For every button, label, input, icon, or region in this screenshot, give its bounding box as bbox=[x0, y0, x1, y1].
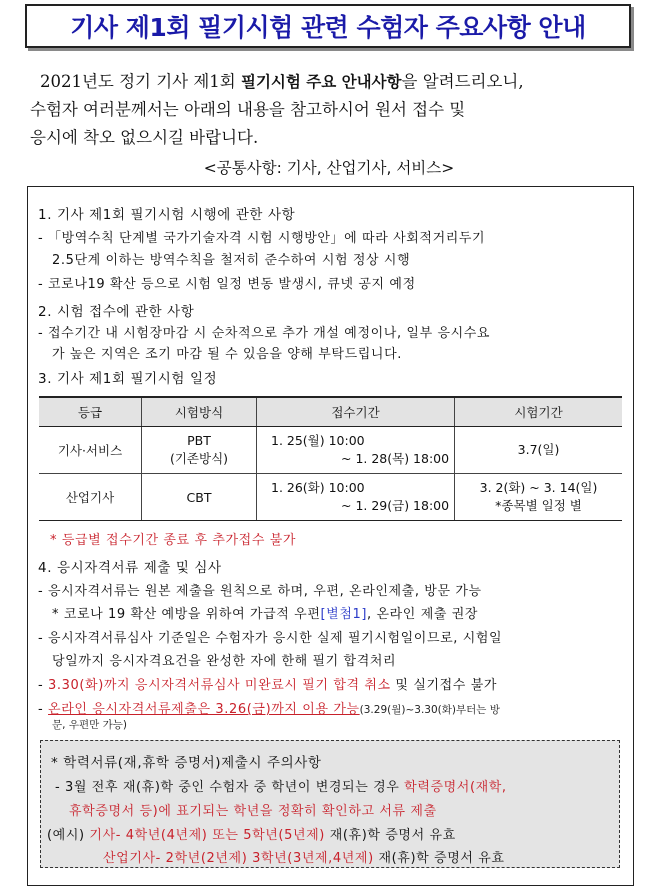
section4-heading: 4. 응시자격서류 제출 및 심사 bbox=[38, 560, 222, 576]
section3-heading: 3. 기사 제1회 필기시험 일정 bbox=[38, 371, 218, 387]
page-title-box bbox=[25, 4, 631, 48]
section1-heading: 1. 기사 제1회 필기시험 시행에 관한 사항 bbox=[38, 207, 296, 223]
section4-item4-cont: 문, 우편만 가능) bbox=[52, 719, 127, 731]
reception-start: 1. 25(월) 10:00 bbox=[271, 433, 365, 448]
section1-item1: - 「방역수칙 단계별 국가기술자격 시험 시행방안」에 따라 사회적거리두기 bbox=[38, 231, 486, 246]
late-registration-note: * 등급별 접수기간 종료 후 추가접수 불가 bbox=[50, 533, 297, 548]
example-text: 재(휴)학 증명서 유효 bbox=[373, 851, 505, 866]
intro-text: 을 알려드리오니, bbox=[401, 72, 524, 91]
education-example1 bbox=[47, 824, 456, 843]
cell-method: CBT bbox=[142, 474, 257, 521]
cell-grade: 산업기사 bbox=[39, 474, 142, 521]
section4-item4 bbox=[38, 698, 500, 717]
cell-method bbox=[142, 427, 257, 474]
reception-start: 1. 26(화) 10:00 bbox=[271, 480, 365, 495]
section2-item1-cont: 가 높은 지역은 조기 마감 될 수 있음을 양해 부탁드립니다. bbox=[52, 347, 402, 362]
method-subtext: (기존방식) bbox=[169, 451, 229, 466]
item-text: 및 실기접수 불가 bbox=[390, 678, 498, 693]
intro-paragraph bbox=[30, 68, 640, 152]
section4-item1-sub bbox=[52, 603, 478, 622]
education-note-line2: 휴학증명서 등)에 표기되는 학년을 정확히 확인하고 서류 제출 bbox=[69, 804, 437, 819]
cell-reception bbox=[257, 474, 455, 521]
note-red-text: 학력증명서(재학, bbox=[404, 780, 507, 795]
section1-item1-cont: 2.5단계 이하는 방역수칙을 철저히 준수하여 시험 정상 시행 bbox=[52, 253, 411, 268]
reception-end: ~ 1. 29(금) 18:00 bbox=[341, 498, 450, 513]
section4-item3 bbox=[38, 674, 497, 693]
exam-date: 3. 2(화) ~ 3. 14(일) bbox=[479, 480, 598, 495]
header-exam-period: 시험기간 bbox=[455, 397, 623, 427]
education-example2 bbox=[103, 847, 505, 866]
section4-item1: - 응시자격서류는 원본 제출을 원칙으로 하며, 우편, 온라인제출, 방문 가능 bbox=[38, 584, 482, 599]
example-prefix: (예시) bbox=[47, 828, 90, 843]
dash: - bbox=[38, 678, 49, 693]
exam-schedule-table bbox=[39, 396, 622, 521]
education-docs-note-box bbox=[40, 740, 620, 868]
sub-text: * 코로나 19 확산 예방을 위하여 가급적 우편 bbox=[52, 607, 321, 622]
intro-bold-text: 필기시험 주요 안내사항 bbox=[240, 73, 402, 91]
exam-date: 3.7(일) bbox=[517, 442, 560, 457]
note-text: - 3월 전후 재(휴)학 중인 수험자 중 학년이 변경되는 경우 bbox=[55, 780, 405, 795]
education-note-heading: * 학력서류(재,휴학 증명서)제출시 주의사항 bbox=[51, 755, 322, 771]
section2-heading: 2. 시험 접수에 관한 사항 bbox=[38, 304, 195, 320]
cell-reception bbox=[257, 427, 455, 474]
exam-date-note: *종목별 일정 별 bbox=[495, 498, 582, 513]
section1-item2: - 코로나19 확산 등으로 시험 일정 변동 발생시, 큐넷 공지 예정 bbox=[38, 277, 416, 292]
intro-text: 응시에 착오 없으시길 바랍니다. bbox=[30, 128, 259, 147]
common-heading: <공통사항: 기사, 산업기사, 서비스> bbox=[203, 159, 455, 177]
intro-text: 2021년도 정기 기사 제1회 bbox=[40, 72, 241, 91]
cancel-warning: 3.30(화)까지 응시자격서류심사 미완료시 필기 합격 취소 bbox=[48, 678, 391, 693]
header-grade: 등급 bbox=[39, 397, 142, 427]
table-header-row bbox=[39, 397, 622, 427]
page-title: 기사 제1회 필기시험 관련 수험자 주요사항 안내 bbox=[70, 13, 586, 42]
method-text: PBT bbox=[187, 433, 211, 448]
education-note-line1 bbox=[55, 776, 507, 795]
example-red-text: 기사- 4학년(4년제) 또는 5학년(5년제) bbox=[89, 828, 325, 843]
table-row bbox=[39, 427, 622, 474]
example-text: 재(휴)학 증명서 유효 bbox=[324, 828, 456, 843]
attachment-1-link[interactable]: [별첨1] bbox=[320, 607, 368, 622]
cell-exam-period bbox=[455, 474, 623, 521]
cell-grade: 기사·서비스 bbox=[39, 427, 142, 474]
section2-item1: - 접수기간 내 시험장마감 시 순차적으로 추가 개설 예정이나, 일부 응시수요 bbox=[38, 326, 491, 341]
intro-text: 수험자 여러분께서는 아래의 내용을 참고하시어 원서 접수 및 bbox=[30, 100, 466, 119]
example-red-text: 산업기사- 2학년(2년제) 3학년(3년제,4년제) bbox=[103, 851, 374, 866]
header-method: 시험방식 bbox=[142, 397, 257, 427]
table-row bbox=[39, 474, 622, 521]
notice-box bbox=[27, 186, 634, 886]
header-reception: 접수기간 bbox=[257, 397, 455, 427]
section4-item2: - 응시자격서류심사 기준일은 수험자가 응시한 실제 필기시험일이므로, 시험일 bbox=[38, 631, 503, 646]
reception-end: ~ 1. 28(목) 18:00 bbox=[341, 451, 450, 466]
sub-text: , 온라인 제출 권장 bbox=[367, 607, 479, 622]
item-small-text: (3.29(월)~3.30(화)부터는 방 bbox=[359, 704, 500, 716]
online-deadline-warning: 온라인 응시자격서류제출은 3.26(금)까지 이용 가능 bbox=[48, 702, 360, 717]
section4-item2-cont: 당일까지 응시자격요건을 완성한 자에 한해 필기 합격처리 bbox=[52, 654, 397, 669]
dash: - bbox=[38, 702, 49, 717]
cell-exam-period bbox=[455, 427, 623, 474]
